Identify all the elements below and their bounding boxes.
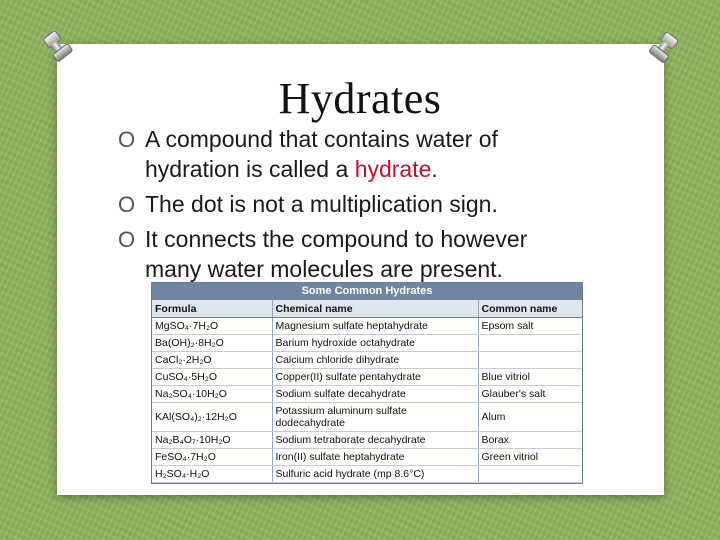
common-name-cell: Green vitriol (478, 449, 582, 466)
bullet-marker: O (118, 127, 136, 152)
bullet-list (118, 124, 588, 289)
bullet-text: A compound that contains water of hydration is called a (145, 126, 498, 182)
table-row (152, 335, 582, 352)
table-row (152, 449, 582, 466)
table-row (152, 318, 582, 335)
formula-cell: Ba(OH)₂·8H₂O (152, 335, 272, 352)
bullet-item (118, 189, 588, 219)
table-row (152, 466, 582, 483)
chemical-name-cell: Barium hydroxide octahydrate (272, 335, 478, 352)
table-row (152, 386, 582, 403)
bullet-text: The dot is not a multiplication sign. (145, 191, 498, 217)
common-name-cell (478, 352, 582, 369)
bullet-marker: O (118, 192, 136, 217)
common-name-cell: Epsom salt (478, 318, 582, 335)
common-name-cell: Blue vitriol (478, 369, 582, 386)
table-row (152, 403, 582, 432)
column-header-common-name: Common name (478, 300, 582, 318)
chemical-name-cell: Iron(II) sulfate heptahydrate (272, 449, 478, 466)
chemical-name-cell: Sodium tetraborate decahydrate (272, 432, 478, 449)
formula-cell: H₂SO₄·H₂O (152, 466, 272, 483)
formula-cell: CaCl₂·2H₂O (152, 352, 272, 369)
column-header-formula: Formula (152, 300, 272, 318)
column-header-chemical-name: Chemical name (272, 300, 478, 318)
chemical-name-cell: Magnesium sulfate heptahydrate (272, 318, 478, 335)
table-row (152, 432, 582, 449)
bullet-text-end: . (431, 156, 438, 182)
common-name-cell (478, 466, 582, 483)
chemical-name-cell: Calcium chloride dihydrate (272, 352, 478, 369)
formula-cell: KAl(SO₄)₂·12H₂O (152, 403, 272, 432)
formula-cell: Na₂SO₄·10H₂O (152, 386, 272, 403)
formula-cell: CuSO₄·5H₂O (152, 369, 272, 386)
common-name-cell: Glauber's salt (478, 386, 582, 403)
bullet-text: It connects the compound to however many water molecules are present. (145, 226, 528, 282)
bullet-marker: O (118, 227, 136, 252)
table-caption: Some Common Hydrates (152, 283, 582, 300)
formula-cell: Na₂B₄O₇·10H₂O (152, 432, 272, 449)
bullet-item (118, 124, 588, 184)
bullet-item (118, 224, 588, 284)
hydrate-highlight: hydrate (354, 156, 432, 182)
table-row (152, 352, 582, 369)
chemical-name-cell: Potassium aluminum sulfate dodecahydrate (272, 403, 478, 432)
formula-cell: MgSO₄·7H₂O (152, 318, 272, 335)
common-name-cell (478, 335, 582, 352)
chemical-name-cell: Sulfuric acid hydrate (mp 8.6°C) (272, 466, 478, 483)
table-row (152, 369, 582, 386)
slide-title: Hydrates (278, 74, 442, 123)
table-header-row (152, 300, 582, 318)
hydrates-table (151, 282, 583, 484)
common-name-cell: Alum (478, 403, 582, 432)
common-name-cell: Borax (478, 432, 582, 449)
chemical-name-cell: Copper(II) sulfate pentahydrate (272, 369, 478, 386)
formula-cell: FeSO₄·7H₂O (152, 449, 272, 466)
chemical-name-cell: Sodium sulfate decahydrate (272, 386, 478, 403)
